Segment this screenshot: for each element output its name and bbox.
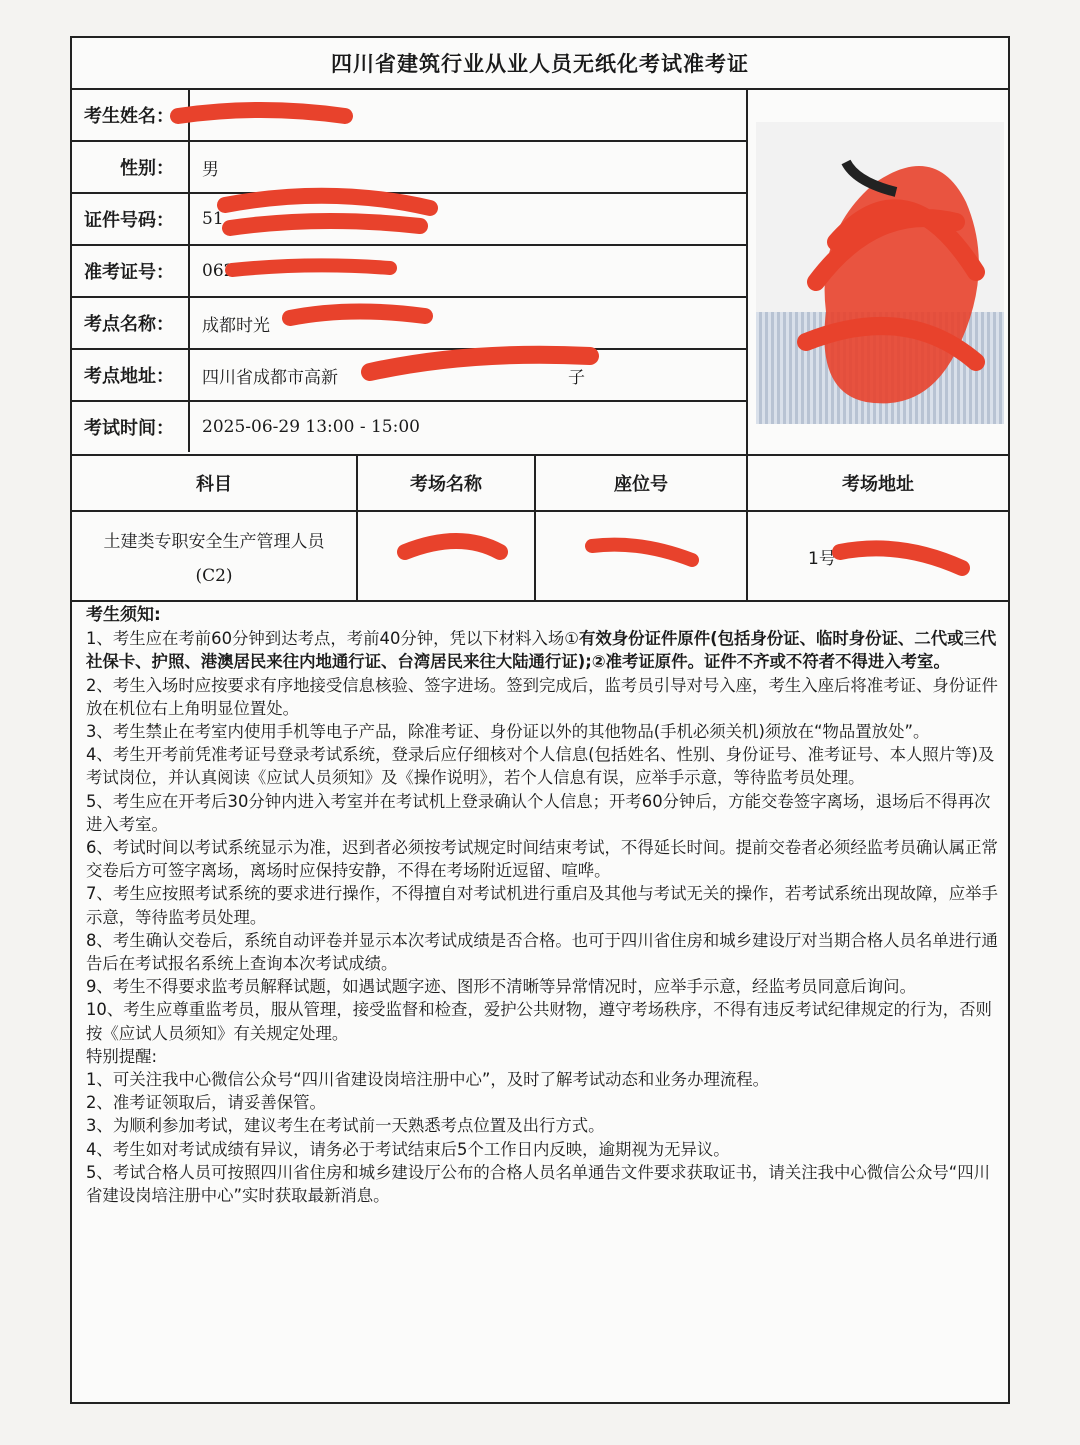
- site-address-end: 子: [568, 367, 585, 388]
- header-seat: 座位号: [614, 474, 668, 495]
- row-site-name: [72, 298, 748, 350]
- header-subject: 科目: [196, 474, 232, 495]
- notice-item-4: 4、考生开考前凭准考证号登录考试系统，登录后应仔细核对个人信息(包括姓名、性别、身份证号、准考证号、本人照片等)及考试岗位，并认真阅读《应试人员须知》及《操作说明》，若个人信息有误，应举手示意，等待监考员处理。: [86, 745, 995, 788]
- special-item-5: 5、考试合格人员可按照四川省住房和城乡建设厅公布的合格人员名单通告文件要求获取证书，请关注我中心微信公众号“四川省建设岗培注册中心”实时获取最新消息。: [86, 1162, 991, 1206]
- exam-time-value: 2025-06-29 13:00 - 15:00: [202, 417, 420, 437]
- id-label: 证件号码：: [72, 194, 190, 244]
- row-exam-time: [72, 402, 748, 452]
- header-room-name: 考场名称: [410, 474, 482, 495]
- notice-item-7: 7、考生应按照考试系统的要求进行操作，不得擅自对考试机进行重启及其他与考试无关的操作，若考试系统出现故障，应举手示意，等待监考员处理。: [86, 884, 998, 927]
- row-ticket-number: [72, 246, 748, 298]
- ticket-number-label: 准考证号：: [72, 246, 190, 296]
- notice-item-8: 8、考生确认交卷后，系统自动评卷并显示本次考试成绩是否合格。也可于四川省住房和城乡建设厅对当期合格人员名单进行通告后在考试报名系统上查询本次考试成绩。: [86, 930, 998, 974]
- notice-item-1: 1、考生应在考前60分钟到达考点，考前40分钟，凭以下材料入场①有效身份证件原件(包括身份证、临时身份证、二代或三代社保卡、护照、港澳居民来往内地通行证、台湾居民来往大陆通行证);②准考证原件。证件不齐或不符者不得进入考室。: [86, 629, 997, 672]
- photo-redaction-scribble: [756, 122, 1004, 424]
- id-value: 51: [202, 209, 224, 229]
- site-address-start: 四川省成都市高新: [202, 367, 338, 388]
- name-label: 考生姓名：: [72, 90, 190, 140]
- ticket-number-value: 062: [202, 261, 235, 281]
- table-bottom-line: [72, 600, 1008, 602]
- notice-item-10: 10、考生应尊重监考员，服从管理，接受监督和检查，爱护公共财物，遵守考场秩序，不得有违反考试纪律规定的行为，否则按《应试人员须知》有关规定处理。: [86, 1000, 992, 1043]
- row-id: [72, 194, 748, 246]
- candidate-notice: [86, 604, 1000, 1207]
- subject-line2: (C2): [195, 565, 233, 586]
- notice-item-9: 9、考生不得要求监考员解释试题，如遇试题字迹、图形不清晰等异常情况时，应举手示意，经监考员同意后询问。: [86, 977, 916, 997]
- row-site-address: [72, 350, 748, 402]
- header-room-address: 考场地址: [842, 474, 914, 495]
- info-photo-divider: [746, 88, 748, 454]
- site-address-value: [202, 350, 585, 400]
- special-item-3: 3、为顺利参加考试，建议考生在考试前一天熟悉考点位置及出行方式。: [86, 1116, 605, 1136]
- subject-line1: 土建类专职安全生产管理人员: [103, 531, 325, 552]
- notice-heading: 考生须知:: [86, 605, 161, 625]
- candidate-photo: [756, 122, 1004, 424]
- room-address-cell: 1号: [808, 548, 836, 569]
- special-item-1: 1、可关注我中心微信公众号“四川省建设岗培注册中心”，及时了解考试动态和业务办理流程。: [86, 1070, 770, 1090]
- row-name: [72, 90, 748, 142]
- admission-ticket: [70, 36, 1010, 1404]
- site-address-label: 考点地址：: [72, 350, 190, 400]
- site-name-value: 成都时光: [202, 315, 270, 336]
- exam-time-label: 考试时间：: [72, 402, 190, 452]
- special-heading: 特别提醒:: [86, 1046, 158, 1066]
- room-name-cell: [358, 512, 534, 600]
- gender-value: 男: [202, 159, 219, 180]
- subject-cell: [72, 512, 356, 600]
- notice-item-3: 3、考生禁止在考室内使用手机等电子产品，除准考证、身份证以外的其他物品(手机必须关机)须放在“物品置放处”。: [86, 722, 930, 742]
- ticket-title: 四川省建筑行业从业人员无纸化考试准考证: [72, 38, 1008, 90]
- gender-label: 性别：: [72, 142, 190, 192]
- row-gender: [72, 142, 748, 194]
- notice-item-5: 5、考生应在开考后30分钟内进入考室并在考试机上登录确认个人信息；开考60分钟后，方能交卷签字离场，退场后不得再次进入考室。: [86, 791, 991, 834]
- notice-item-6: 6、考试时间以考试系统显示为准，迟到者必须按考试规定时间结束考试，不得延长时间。提前交卷者必须经监考员确认属正常交卷后方可签字离场，离场时应保持安静，不得在考场附近逗留、喧哗。: [86, 838, 998, 881]
- seat-cell: [536, 512, 746, 600]
- site-name-label: 考点名称：: [72, 298, 190, 348]
- special-item-2: 2、准考证领取后，请妥善保管。: [86, 1093, 326, 1113]
- special-item-4: 4、考生如对考试成绩有异议，请务必于考试结束后5个工作日内反映，逾期视为无异议。: [86, 1139, 730, 1159]
- notice-item-2: 2、考生入场时应按要求有序地接受信息核验、签字进场。签到完成后，监考员引导对号入座，考生入座后将准考证、身份证件放在机位右上角明显位置处。: [86, 675, 998, 718]
